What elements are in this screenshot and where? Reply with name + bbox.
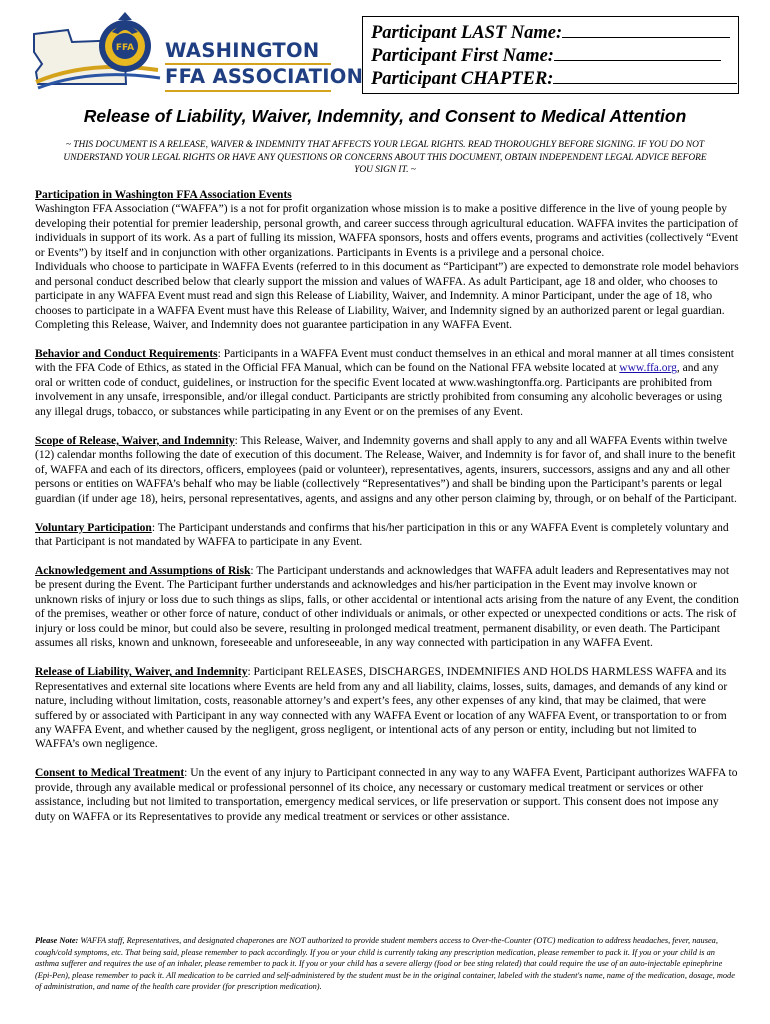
participation-paragraph-2: Individuals who choose to participate in WAFFA Events (referred to in this document as “Participant”) are expected to demonstrate role model behaviors and personal conduct described below that clearly support the mission and values of WAFFA. As adult Participant, age 18 and older, who chooses to participate in any WAFFA Event must read and sign this Release of Liability, Waiver, and Indemnity. A minor Participant, under the age of 18, who chooses to participate in a WAFFA Event must have this Release of Liability, Waiver, and Indemnity signed by an authorized parent or legal guardian. Completing this Release, Waiver, and Indemnity does not guarantee participation in any WAFFA Event. (35, 261, 739, 332)
scope-paragraph: Scope of Release, Waiver, and Indemnity: This Release, Waiver, and Indemnity governs and shall apply to any and all WAFFA Events within twelve (12) calendar months following the date of execution of this document. The Release, Waiver, and Indemnity is for favor of, and shall inure to the benefit of, WAFFA and each of its directors, officers, employees (paid or volunteer), representatives, agents, insurers, successors, assigns and any and all other persons or entities on WAFFA’s behalf who may be liable (collectively “Representatives”) and shall be binding upon the Participant’s parents or legal guardian (if under age 18), heirs, personal representatives, agents, and assigns and any other person claiming by, through, or on behalf of the Participant. (35, 434, 737, 505)
section-heading-voluntary: Voluntary Participation (35, 521, 152, 534)
participant-last-name-label: Participant LAST Name: (371, 23, 563, 43)
logo-rule (165, 90, 331, 92)
participant-first-name-label: Participant First Name: (371, 46, 554, 66)
ffa-website-link[interactable]: www.ffa.org (619, 362, 677, 375)
note-text: WAFFA staff, Representatives, and designated chaperones are NOT authorized to provide student members access to Over-the-Counter (OTC) medication to address headaches, fever, nausea, cough/cold symptoms, etc. That being said, please remember to pack accordingly. If you or your child is currently taking any prescription medication, please remember to pack it. If you or your child is an asthma sufferer and requires the use of an inhaler, please remember to pack it. If you or your child has a severe allergy (food or bee sting related) that could require the use of an auto-injectable epinephrine (Epi-Pen), please remember to pack it. All medication to be carried and self-administered by the student must be in the original container, labeled with the student's name, name of the medication, dosage, mode of administration, and name of the health care provider (for prescription medication). (35, 936, 735, 992)
logo-text-ffa-association: FFA ASSOCIATION (165, 65, 364, 88)
participant-first-name-row (371, 44, 738, 67)
section-heading-behavior: Behavior and Conduct Requirements (35, 348, 218, 361)
ffa-emblem-icon (28, 12, 163, 94)
section-heading-participation: Participation in Washington FFA Association Events (35, 189, 292, 201)
section-heading-release: Release of Liability, Waiver, and Indemnity (35, 666, 248, 679)
note-label: Please Note: (35, 936, 79, 945)
logo-text-washington: WASHINGTON (165, 39, 320, 62)
washington-ffa-logo (28, 12, 364, 94)
release-paragraph: Release of Liability, Waiver, and Indemnity: Participant RELEASES, DISCHARGES, INDEMNIFIES AND HOLDS HARMLESS WAFFA and its Representatives and external site locations where Events are held from any and all liability, claims, losses, suits, damages, and demands of any kind or nature, including without limitation, costs, reasonable attorney’s and expert’s fees, any other expenses of any kind, that may be claimed, that were suffered by or associated with Participant in any way connected with any WAFFA Event or location of any WAFFA Event, or transportation to or from any WAFFA Event, and whether caused by the negligent, gross negligent, or intentional acts of any person or entity, including but not limited to WAFFA’s own negligence. (35, 666, 728, 751)
section-heading-risk: Acknowledgement and Assumptions of Risk (35, 564, 251, 577)
participant-chapter-label: Participant CHAPTER: (371, 69, 554, 89)
consent-paragraph: Consent to Medical Treatment: Un the event of any injury to Participant connected in any way to any WAFFA Event, Participant authorizes WAFFA to provide, through any available medical or professional personnel of its choice, any necessary or customary medical treatment or services or other assistance, including but not limited to transportation, emergency medical services, or life preservation or support. This consent does not impose any duty on WAFFA or its Representatives to provide any medical treatment or services or other assistance. (35, 767, 738, 823)
participant-info-box (362, 16, 739, 94)
section-heading-consent: Consent to Medical Treatment (35, 767, 185, 780)
risk-paragraph: Acknowledgement and Assumptions of Risk: The Participant understands and acknowledges that WAFFA adult leaders and Representatives may not be present during the Event. The Participant further understands and acknowledges and his/her participation in the Event may involve known or unknown risks of injury or loss due to such things as slips, falls, or other accidental or intentional acts arising from the nature of any Event, the condition of the premises, weather or other force of nature, conduct of other individuals or animals, or other expected or unexpected conditions or acts. The risk of injury or loss could be minor, but could also be severe, resulting in prolonged medical treatment, permanent disability, or even death. The Participant assumes all risks, known and unknown, foreseeable and unforeseeable, in any way connected with participation in any WAFFA Event. (35, 564, 739, 650)
section-heading-scope: Scope of Release, Waiver, and Indemnity (35, 434, 235, 447)
participation-paragraph-1: Washington FFA Association (“WAFFA”) is a not for profit organization whose mission is to make a positive difference in the live of young people by developing their potential for premier leadership, personal growth, and career success through agricultural education. WAFFA invites the participation of individuals in support of its work. As a part of fulling its mission, WAFFA sponsors, hosts and offers events, programs and activities (collectively “Event or Events”) by itself and in conjunction with other organizations. Participants in Events is a privilege and a personal choice. (35, 203, 739, 259)
participant-chapter-row (371, 67, 738, 90)
participant-last-name-field[interactable] (562, 21, 730, 38)
legal-warning: ~ THIS DOCUMENT IS A RELEASE, WAIVER & INDEMNITY THAT AFFECTS YOUR LEGAL RIGHTS. READ THOROUGHLY BEFORE SIGNING. IF YOU DO NOT UNDERSTAND YOUR LEGAL RIGHTS OR HAVE ANY QUESTIONS OR CONCERNS ABOUT THIS DOCUMENT, OBTAIN INDEPENDENT LEGAL ADVICE BEFORE YOU SIGN IT. ~ (63, 140, 707, 175)
behavior-paragraph: Behavior and Conduct Requirements: Participants in a WAFFA Event must conduct themselves in an ethical and moral manner at all times consistent with the FFA Code of Ethics, as stated in the Official FFA Manual, which can be found on the National FFA website located at www.ffa.org, and any oral or written code of conduct, guidelines, or instruction for the specific Event located at www.washingtonffa.org. Participants are prohibited from involvement in any unsafe, irresponsible, and/or illegal conduct. Participants are strictly prohibited from consuming any alcoholic beverages or using any illegal drugs, tobacco, or substances while participating in any Event or on the premises of any Event. (35, 348, 734, 418)
participant-first-name-field[interactable] (554, 44, 721, 61)
medication-note (35, 935, 739, 993)
voluntary-paragraph: Voluntary Participation: The Participant understands and confirms that his/her participation in this or any WAFFA Event is completely voluntary and that Participant is not mandated by WAFFA to participate in any Event. (35, 521, 729, 549)
document-title: Release of Liability, Waiver, Indemnity, and Consent to Medical Attention (83, 106, 687, 126)
document-body (35, 188, 739, 824)
participant-chapter-field[interactable] (553, 67, 737, 84)
svg-text:FFA: FFA (115, 43, 135, 53)
participant-last-name-row (371, 21, 738, 44)
